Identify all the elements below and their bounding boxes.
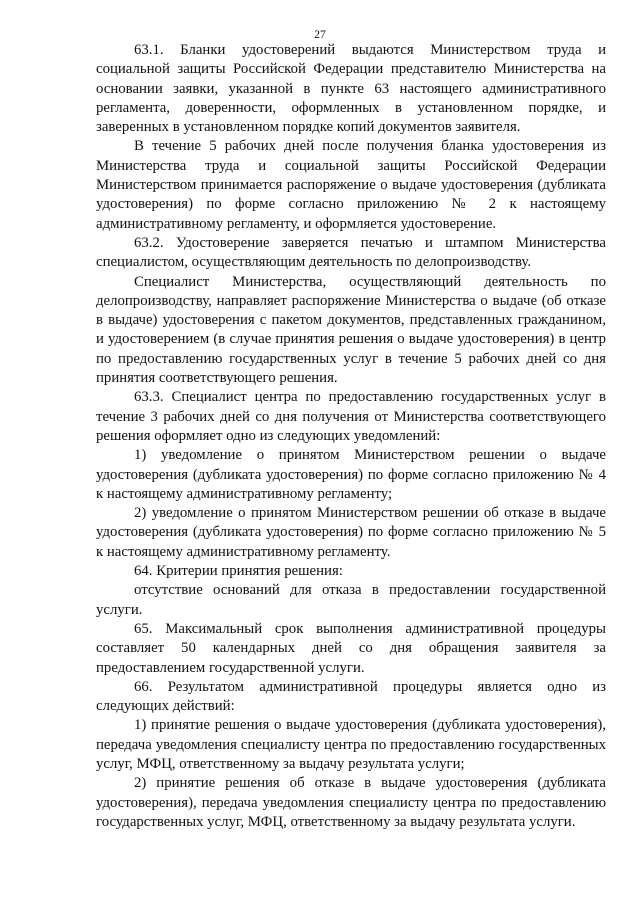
- paragraph-63-2-records: Специалист Министерства, осуществляющий деятельность по делопроизводству, направляет распоряжение Министерства о выдаче (об отказе в выдаче) удостоверения с пакетом документов, представленных гражданином, и удостоверением (в случае принятия решения о выдаче удостоверения) в центр по предоставлению государственных услуг в течение 5 рабочих дней со дня принятия соответствующего решения.: [96, 273, 606, 387]
- document-body: [96, 41, 606, 832]
- paragraph-63-1: 63.1. Бланки удостоверений выдаются Министерством труда и социальной защиты Российской Федерации представителю Министерства на основании заявки, указанной в пункте 63 настоящего административного регламента, доверенности, оформленных в установленном порядке, и заверенных в установленном порядке копий документов заявителя.: [96, 42, 606, 136]
- paragraph-64-criteria: отсутствие оснований для отказа в предоставлении государственной услуги.: [96, 582, 606, 618]
- paragraph-63-2: 63.2. Удостоверение заверяется печатью и штампом Министерства специалистом, осуществляющим деятельность по делопроизводству.: [96, 234, 606, 271]
- paragraph-64: 64. Критерии принятия решения:: [134, 563, 343, 580]
- paragraph-63-1-order: В течение 5 рабочих дней после получения бланка удостоверения из Министерства труда и социальной защиты Российской Федерации Министерством принимается распоряжение о выдаче удостоверения (дубликата удостоверения) по форме согласно приложению № 2 к настоящему административному регламенту, и оформляется удостоверение.: [96, 138, 606, 232]
- paragraph-63-3-item-2: 2) уведомление о принятом Министерством решении об отказе в выдаче удостоверения (дубликата удостоверения) по форме согласно приложению № 5 к настоящему административному регламенту.: [96, 505, 606, 560]
- paragraph-63-3-item-1: 1) уведомление о принятом Министерством решении о выдаче удостоверения (дубликата удостоверения) по форме согласно приложению № 4 к настоящему административному регламенту;: [96, 447, 606, 502]
- paragraph-66: 66. Результатом административной процедуры является одно из следующих действий:: [96, 678, 606, 715]
- paragraph-66-item-2: 2) принятие решения об отказе в выдаче удостоверения (дубликата удостоверения), передача уведомления специалисту центра по предоставлению государственных услуг, МФЦ, ответственному за выдачу результата услуги.: [96, 775, 606, 830]
- paragraph-63-3: 63.3. Специалист центра по предоставлению государственных услуг в течение 3 рабочих дней со дня получения от Министерства соответствующего решения оформляет одно из следующих уведомлений:: [96, 389, 606, 444]
- paragraph-65: 65. Максимальный срок выполнения административной процедуры составляет 50 календарных дней со дня обращения заявителя за предоставлением государственной услуги.: [96, 620, 606, 676]
- paragraph-66-item-1: 1) принятие решения о выдаче удостоверения (дубликата удостоверения), передача уведомления специалисту центра по предоставлению государственных услуг, МФЦ, ответственному за выдачу результата услуги;: [96, 717, 606, 772]
- page-number: 27: [314, 29, 326, 41]
